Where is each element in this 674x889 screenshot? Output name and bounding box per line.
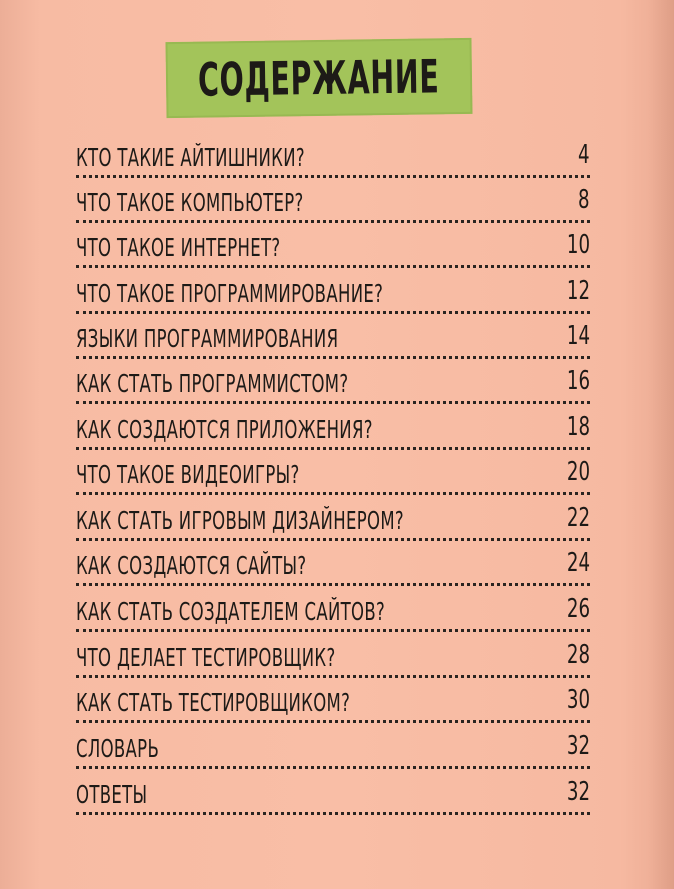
toc-entry-label: КТО ТАКИЕ АЙТИШНИКИ? bbox=[76, 143, 305, 172]
toc-entry-page: 16 bbox=[566, 366, 590, 396]
toc-entry bbox=[76, 731, 590, 771]
toc-entry-label: ЧТО ТАКОЕ ИНТЕРНЕТ? bbox=[76, 233, 281, 262]
toc-entry-page: 30 bbox=[566, 685, 590, 715]
toc-entry-label: КАК СТАТЬ СОЗДАТЕЛЕМ САЙТОВ? bbox=[76, 597, 386, 626]
toc-entry bbox=[76, 685, 590, 725]
dotted-leader bbox=[76, 492, 590, 495]
toc-entry-page: 24 bbox=[566, 548, 590, 578]
toc-entry-label: ЧТО ТАКОЕ ВИДЕОИГРЫ? bbox=[76, 460, 300, 489]
toc-entry-label: КАК СОЗДАЮТСЯ САЙТЫ? bbox=[76, 551, 307, 580]
toc-entry-page: 26 bbox=[566, 594, 590, 624]
toc-entry-label: ЯЗЫКИ ПРОГРАММИРОВАНИЯ bbox=[76, 324, 339, 353]
toc-entry-page: 20 bbox=[566, 457, 590, 487]
toc-entry-page: 22 bbox=[566, 503, 590, 533]
toc-entry-label: ЧТО ТАКОЕ КОМПЬЮТЕР? bbox=[76, 188, 304, 217]
dotted-leader bbox=[76, 538, 590, 541]
toc-entry bbox=[76, 321, 590, 361]
dotted-leader bbox=[76, 447, 590, 450]
toc-entry bbox=[76, 185, 590, 225]
toc-entry-label: КАК СТАТЬ ИГРОВЫМ ДИЗАЙНЕРОМ? bbox=[76, 506, 404, 535]
toc-entry bbox=[76, 777, 590, 817]
toc-entry-page: 12 bbox=[566, 276, 590, 306]
dotted-leader bbox=[76, 766, 590, 769]
dotted-leader bbox=[76, 356, 590, 359]
toc-entry-label: СЛОВАРЬ bbox=[76, 734, 160, 763]
toc-entry-label: КАК СТАТЬ ТЕСТИРОВЩИКОМ? bbox=[76, 688, 351, 717]
dotted-leader bbox=[76, 720, 590, 723]
toc-entry-page: 18 bbox=[566, 412, 590, 442]
dotted-leader bbox=[76, 812, 590, 815]
dotted-leader bbox=[76, 583, 590, 586]
toc-entry-label: ОТВЕТЫ bbox=[76, 780, 148, 809]
toc-entry bbox=[76, 276, 590, 316]
dotted-leader bbox=[76, 265, 590, 268]
toc-entry-page: 4 bbox=[578, 140, 590, 170]
toc-entry-label: ЧТО ДЕЛАЕТ ТЕСТИРОВЩИК? bbox=[76, 643, 336, 672]
dotted-leader bbox=[76, 401, 590, 404]
toc-entry bbox=[76, 503, 590, 543]
toc-entry-page: 10 bbox=[566, 230, 590, 260]
toc-entry-page: 32 bbox=[566, 731, 590, 761]
toc-entry-page: 8 bbox=[578, 185, 590, 215]
toc-entry bbox=[76, 457, 590, 497]
toc-entry-label: КАК СТАТЬ ПРОГРАММИСТОМ? bbox=[76, 369, 349, 398]
toc-entry-page: 32 bbox=[566, 777, 590, 807]
page-title: СОДЕРЖАНИЕ bbox=[197, 49, 441, 107]
toc-entry bbox=[76, 594, 590, 634]
toc-entry-page: 14 bbox=[566, 321, 590, 351]
toc-entry bbox=[76, 548, 590, 588]
toc-entry bbox=[76, 412, 590, 452]
dotted-leader bbox=[76, 675, 590, 678]
toc-entry bbox=[76, 366, 590, 406]
toc-entry-label: КАК СОЗДАЮТСЯ ПРИЛОЖЕНИЯ? bbox=[76, 415, 373, 444]
toc-entry bbox=[76, 640, 590, 680]
toc-entry bbox=[76, 230, 590, 270]
dotted-leader bbox=[76, 220, 590, 223]
dotted-leader bbox=[76, 629, 590, 632]
toc-entry-label: ЧТО ТАКОЕ ПРОГРАММИРОВАНИЕ? bbox=[76, 279, 384, 308]
dotted-leader bbox=[76, 311, 590, 314]
toc-entry bbox=[76, 140, 590, 180]
toc-entry-page: 28 bbox=[566, 640, 590, 670]
dotted-leader bbox=[76, 175, 590, 178]
